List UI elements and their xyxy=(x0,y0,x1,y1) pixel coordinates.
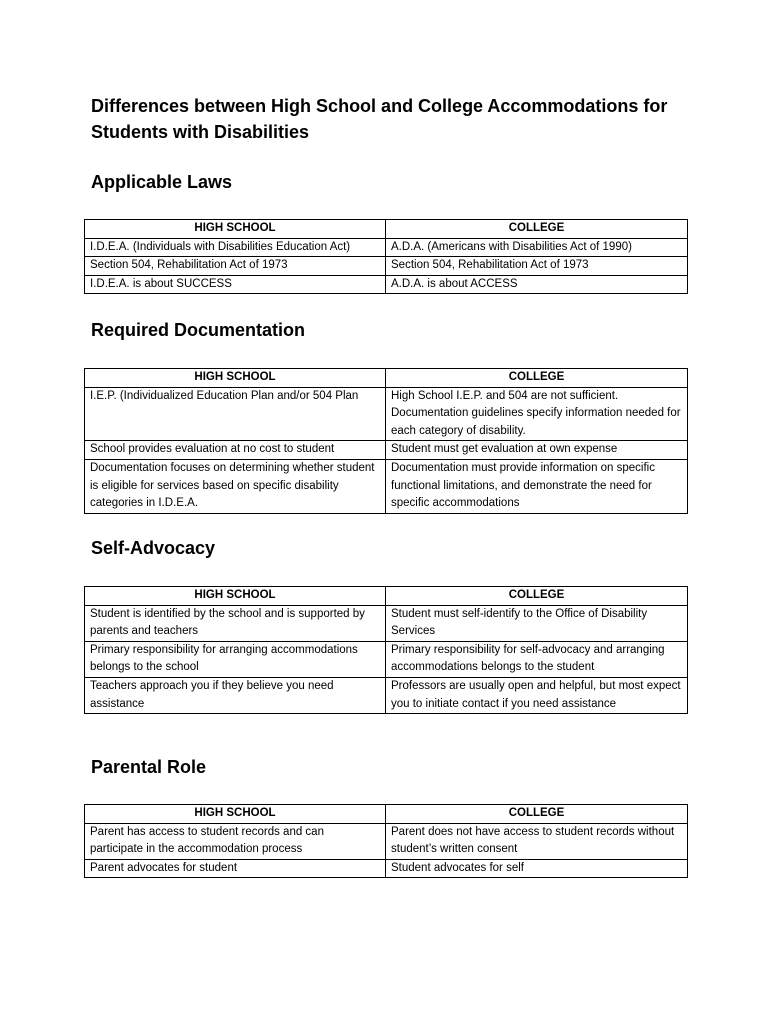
document-title: Differences between High School and College Accommodations for Students with Disabilities xyxy=(91,96,668,142)
table-cell-college: High School I.E.P. and 504 are not sufficient. Documentation guidelines specify information needed for each category of disability. xyxy=(386,387,688,441)
table-row xyxy=(85,459,688,513)
table-row xyxy=(85,387,688,441)
table-row xyxy=(85,257,688,276)
table-cell-college: A.D.A. is about ACCESS xyxy=(386,275,688,294)
table-cell-high-school: Section 504, Rehabilitation Act of 1973 xyxy=(85,257,386,276)
table-cell-high-school: Parent advocates for student xyxy=(85,859,386,878)
table-row xyxy=(85,275,688,294)
parental-role-table xyxy=(84,804,688,878)
column-header-college: COLLEGE xyxy=(386,587,688,606)
table-cell-high-school: Parent has access to student records and can participate in the accommodation process xyxy=(85,823,386,859)
table-cell-college: Student must self-identify to the Office of Disability Services xyxy=(386,605,688,641)
table-row xyxy=(85,238,688,257)
table-cell-high-school: Primary responsibility for arranging accommodations belongs to the school xyxy=(85,641,386,677)
column-header-high-school: HIGH SCHOOL xyxy=(85,805,386,824)
table-cell-college: Parent does not have access to student records without student’s written consent xyxy=(386,823,688,859)
table-header-row xyxy=(85,220,688,239)
table-cell-college: Student must get evaluation at own expense xyxy=(386,441,688,460)
column-header-high-school: HIGH SCHOOL xyxy=(85,220,386,239)
column-header-college: COLLEGE xyxy=(386,369,688,388)
table-cell-high-school: Teachers approach you if they believe you need assistance xyxy=(85,677,386,713)
table-cell-college: Documentation must provide information on specific functional limitations, and demonstrate the need for specific accommodations xyxy=(386,459,688,513)
table-cell-college: Section 504, Rehabilitation Act of 1973 xyxy=(386,257,688,276)
table-cell-high-school: I.D.E.A. is about SUCCESS xyxy=(85,275,386,294)
table-row xyxy=(85,859,688,878)
table-cell-high-school: School provides evaluation at no cost to student xyxy=(85,441,386,460)
column-header-college: COLLEGE xyxy=(386,805,688,824)
table-row xyxy=(85,641,688,677)
table-cell-high-school: I.D.E.A. (Individuals with Disabilities Education Act) xyxy=(85,238,386,257)
section-heading-self-advocacy: Self-Advocacy xyxy=(91,538,216,558)
section-heading-parental-role: Parental Role xyxy=(91,757,207,777)
column-header-high-school: HIGH SCHOOL xyxy=(85,587,386,606)
column-header-high-school: HIGH SCHOOL xyxy=(85,369,386,388)
section-heading-applicable-laws: Applicable Laws xyxy=(91,172,233,192)
table-cell-college: Primary responsibility for self-advocacy and arranging accommodations belongs to the student xyxy=(386,641,688,677)
table-header-row xyxy=(85,369,688,388)
table-row xyxy=(85,677,688,713)
table-cell-high-school: Student is identified by the school and is supported by parents and teachers xyxy=(85,605,386,641)
table-row xyxy=(85,823,688,859)
table-cell-high-school: Documentation focuses on determining whether student is eligible for services based on specific disability categories in I.D.E.A. xyxy=(85,459,386,513)
table-cell-college: Student advocates for self xyxy=(386,859,688,878)
table-header-row xyxy=(85,587,688,606)
table-row xyxy=(85,605,688,641)
section-heading-required-documentation: Required Documentation xyxy=(91,320,306,340)
table-cell-high-school: I.E.P. (Individualized Education Plan and/or 504 Plan xyxy=(85,387,386,441)
table-header-row xyxy=(85,805,688,824)
required-documentation-table xyxy=(84,368,688,514)
self-advocacy-table xyxy=(84,586,688,714)
table-cell-college: Professors are usually open and helpful, but most expect you to initiate contact if you need assistance xyxy=(386,677,688,713)
table-row xyxy=(85,441,688,460)
table-cell-college: A.D.A. (Americans with Disabilities Act of 1990) xyxy=(386,238,688,257)
applicable-laws-table xyxy=(84,219,688,294)
column-header-college: COLLEGE xyxy=(386,220,688,239)
